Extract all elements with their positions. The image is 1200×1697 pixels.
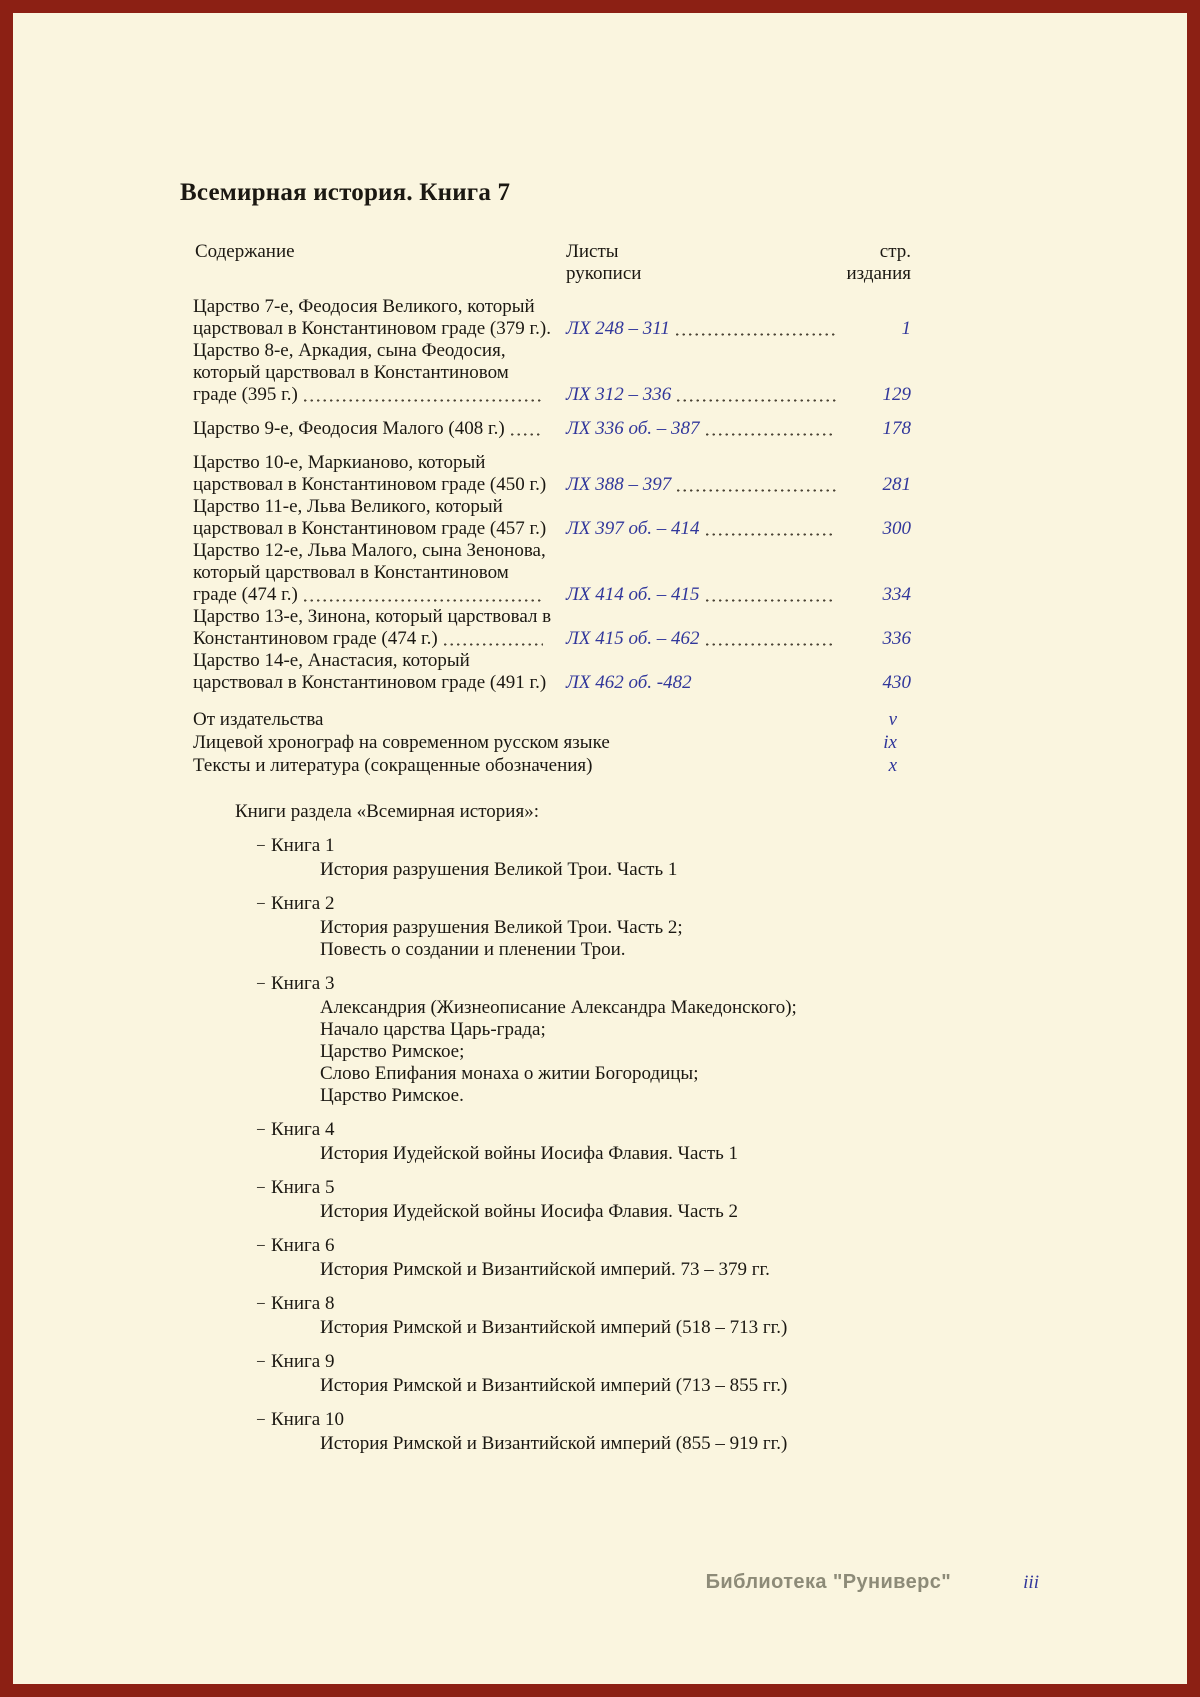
book-description-line: История Римской и Византийской империй (713 – 855 гг.) bbox=[320, 1375, 788, 1396]
book-description bbox=[320, 1201, 917, 1223]
book-label bbox=[256, 1176, 917, 1199]
book-description-line: Царство Римское. bbox=[320, 1085, 464, 1106]
books-section bbox=[180, 801, 917, 1455]
toc-entry-title-line bbox=[193, 628, 546, 650]
toc-header-contents: Содержание bbox=[195, 241, 295, 262]
toc-entry-sheets bbox=[546, 318, 839, 340]
toc-entry bbox=[180, 496, 917, 540]
book-description bbox=[320, 1317, 917, 1339]
toc-entry-page bbox=[839, 518, 917, 540]
book-description-line: История Иудейской войны Иосифа Флавия. Часть 1 bbox=[320, 1143, 739, 1164]
toc-entry-page bbox=[839, 672, 917, 694]
book-description-line: Начало царства Царь-града; bbox=[320, 1019, 546, 1040]
toc-entry-title-line bbox=[193, 474, 546, 496]
book-description-line: История разрушения Великой Трои. Часть 2; bbox=[320, 917, 683, 938]
library-watermark: Библиотека "Руниверс" bbox=[705, 1571, 952, 1593]
edition-page-number: 336 bbox=[882, 628, 911, 649]
edition-page-number: 129 bbox=[882, 384, 911, 405]
toc-entry-page bbox=[839, 384, 917, 406]
book-name: Книга 10 bbox=[271, 1409, 344, 1430]
toc-entry-title-line: который царствовал в Константиновом bbox=[193, 362, 509, 383]
front-matter-label: От издательства bbox=[193, 709, 324, 730]
toc-entry bbox=[180, 650, 917, 694]
toc-entry bbox=[180, 418, 917, 440]
book-item bbox=[180, 1118, 917, 1165]
toc-entry-title-text: царствовал в Константиновом граде (450 г.) bbox=[193, 474, 547, 495]
book-description-line: История Римской и Византийской империй (518 – 713 гг.) bbox=[320, 1317, 788, 1338]
toc-entry-title-text: царствовал в Константиновом граде (457 г.) bbox=[193, 518, 547, 539]
manuscript-sheets-range: ЛХ 248 – 311 bbox=[566, 318, 670, 339]
toc-entries bbox=[180, 296, 917, 694]
toc-entry-sheets bbox=[546, 474, 839, 496]
book-name: Книга 9 bbox=[271, 1351, 335, 1372]
toc-entry-title-text: царствовал в Константиновом граде (491 г.) bbox=[193, 672, 547, 693]
book-label bbox=[256, 1292, 917, 1315]
toc-entry-title-line: Царство 14-е, Анастасия, который bbox=[193, 650, 470, 671]
dash-bullet: − bbox=[256, 894, 266, 913]
toc-entry-title-line bbox=[193, 418, 546, 440]
toc-entry-title bbox=[180, 296, 551, 340]
folio-number: iii bbox=[1023, 1572, 1039, 1593]
book-name: Книга 3 bbox=[271, 973, 335, 994]
toc-entry-title-line bbox=[193, 584, 546, 606]
manuscript-sheets-range: ЛХ 397 об. – 414 bbox=[566, 518, 700, 539]
manuscript-sheets-range: ЛХ 414 об. – 415 bbox=[566, 584, 700, 605]
toc-entry-title-line: Царство 13-е, Зинона, который царствовал в bbox=[193, 606, 552, 627]
front-matter-page bbox=[839, 754, 917, 777]
book-item bbox=[180, 972, 917, 1107]
book-description-line: История Иудейской войны Иосифа Флавия. Часть 2 bbox=[320, 1201, 739, 1222]
toc-entry bbox=[180, 540, 917, 606]
toc-header-sheets-line2: рукописи bbox=[566, 263, 642, 284]
manuscript-sheets-range: ЛХ 312 – 336 bbox=[566, 384, 672, 405]
toc-entry-title bbox=[180, 496, 546, 540]
book-description bbox=[320, 1259, 917, 1281]
page-footer bbox=[706, 1571, 1039, 1594]
toc-entry-title-text: граде (474 г.) bbox=[193, 584, 298, 605]
book-item bbox=[180, 1350, 917, 1397]
manuscript-sheets-range: ЛХ 336 об. – 387 bbox=[566, 418, 700, 439]
toc-entry-page bbox=[839, 474, 917, 496]
book-item bbox=[180, 892, 917, 961]
dash-bullet: − bbox=[256, 1178, 266, 1197]
dot-leader bbox=[304, 399, 543, 402]
toc-header bbox=[180, 241, 917, 285]
book-name: Книга 4 bbox=[271, 1119, 335, 1140]
toc-entry-title-line: Царство 10-е, Маркианово, который bbox=[193, 452, 486, 473]
toc-entry-title bbox=[180, 452, 546, 496]
toc-entry-title bbox=[180, 540, 546, 606]
dot-leader bbox=[706, 643, 836, 646]
page-title: Всемирная история. Книга 7 bbox=[180, 179, 511, 206]
dash-bullet: − bbox=[256, 1120, 266, 1139]
toc-entry-page bbox=[839, 628, 917, 650]
book-description-line: История Римской и Византийской империй (855 – 919 гг.) bbox=[320, 1433, 788, 1454]
front-matter-row bbox=[180, 708, 917, 731]
toc-entry-title bbox=[180, 650, 546, 694]
books-list bbox=[180, 834, 917, 1455]
book-description-line: Повесть о создании и пленении Трои. bbox=[320, 939, 626, 960]
toc-entry-sheets bbox=[546, 384, 839, 406]
book-label bbox=[256, 1350, 917, 1373]
toc-entry-title-line bbox=[193, 384, 546, 406]
book-name: Книга 6 bbox=[271, 1235, 335, 1256]
toc-entry-title-line bbox=[193, 318, 551, 340]
toc-entry-sheets bbox=[546, 672, 839, 694]
book-item bbox=[180, 1234, 917, 1281]
edition-page-number: 1 bbox=[901, 318, 911, 339]
toc-header-page-line1: стр. bbox=[879, 241, 911, 262]
toc-entry-sheets bbox=[546, 418, 839, 440]
manuscript-sheets-range: ЛХ 388 – 397 bbox=[566, 474, 672, 495]
toc-header-page bbox=[839, 241, 917, 285]
front-matter-page bbox=[839, 708, 917, 731]
dot-leader bbox=[706, 533, 836, 536]
book-label bbox=[256, 1118, 917, 1141]
dot-leader bbox=[444, 643, 543, 646]
toc-entry-title-text: царствовал в Константиновом граде (379 г.). bbox=[193, 318, 551, 339]
toc-entry bbox=[180, 296, 917, 340]
front-matter-label: Тексты и литература (сокращенные обозначения) bbox=[193, 755, 593, 776]
book-description bbox=[320, 859, 917, 881]
toc-entry-title-text: Константиновом граде (474 г.) bbox=[193, 628, 438, 649]
toc-entry-page bbox=[839, 418, 917, 440]
book-description-line: Царство Римское; bbox=[320, 1041, 465, 1062]
edition-page-number: x bbox=[888, 755, 897, 776]
toc-entry bbox=[180, 606, 917, 650]
toc-entry-title-text: граде (395 г.) bbox=[193, 384, 298, 405]
dot-leader bbox=[677, 399, 836, 402]
book-name: Книга 5 bbox=[271, 1177, 335, 1198]
edition-page-number: 178 bbox=[882, 418, 911, 439]
book-label bbox=[256, 1234, 917, 1257]
dash-bullet: − bbox=[256, 836, 266, 855]
toc-entry-title-line: который царствовал в Константиновом bbox=[193, 562, 509, 583]
edition-page-number: 334 bbox=[882, 584, 911, 605]
book-item bbox=[180, 1292, 917, 1339]
book-description-line: История Римской и Византийской империй. 73 – 379 гг. bbox=[320, 1259, 770, 1280]
toc-entry-title-line: Царство 7-е, Феодосия Великого, который bbox=[193, 296, 535, 317]
front-matter-row bbox=[180, 731, 917, 754]
books-heading: Книги раздела «Всемирная история»: bbox=[235, 801, 539, 822]
book-label bbox=[256, 1408, 917, 1431]
book-item bbox=[180, 834, 917, 881]
dash-bullet: − bbox=[256, 1236, 266, 1255]
toc-entry bbox=[180, 340, 917, 406]
toc-header-page-line2: издания bbox=[846, 263, 911, 284]
front-matter-page bbox=[839, 731, 917, 754]
dot-leader bbox=[706, 599, 836, 602]
dash-bullet: − bbox=[256, 1294, 266, 1313]
toc-entry-sheets bbox=[546, 628, 839, 650]
manuscript-sheets-range: ЛХ 462 об. -482 bbox=[566, 672, 692, 693]
toc-entry bbox=[180, 452, 917, 496]
book-item bbox=[180, 1408, 917, 1455]
toc-entry-title bbox=[180, 606, 552, 650]
edition-page-number: 281 bbox=[882, 474, 911, 495]
book-item bbox=[180, 1176, 917, 1223]
toc-entry-title-line: Царство 11-е, Льва Великого, который bbox=[193, 496, 503, 517]
book-label bbox=[256, 972, 917, 995]
toc-entry-title-line bbox=[193, 518, 546, 540]
front-matter-label: Лицевой хронограф на современном русском языке bbox=[193, 732, 610, 753]
dash-bullet: − bbox=[256, 1410, 266, 1429]
toc-entry-title-line bbox=[193, 672, 546, 694]
toc-entry-title-line: Царство 8-е, Аркадия, сына Феодосия, bbox=[193, 340, 506, 361]
manuscript-sheets-range: ЛХ 415 об. – 462 bbox=[566, 628, 700, 649]
toc-entry-title bbox=[180, 340, 546, 406]
toc-entry-sheets bbox=[546, 584, 839, 606]
toc-entry-page bbox=[839, 584, 917, 606]
toc-header-sheets bbox=[546, 241, 839, 285]
book-name: Книга 8 bbox=[271, 1293, 335, 1314]
front-matter bbox=[180, 708, 917, 777]
dash-bullet: − bbox=[256, 974, 266, 993]
edition-page-number: v bbox=[888, 709, 897, 730]
toc-entry-title bbox=[180, 418, 546, 440]
book-description-line: Слово Епифания монаха о житии Богородицы; bbox=[320, 1063, 699, 1084]
dot-leader bbox=[677, 489, 836, 492]
book-label bbox=[256, 892, 917, 915]
book-description bbox=[320, 997, 917, 1107]
book-name: Книга 1 bbox=[271, 835, 335, 856]
front-matter-row bbox=[180, 754, 917, 777]
toc-header-sheets-line1: Листы bbox=[566, 241, 619, 262]
edition-page-number: ix bbox=[883, 732, 897, 753]
dot-leader bbox=[304, 599, 543, 602]
toc-entry-page bbox=[839, 318, 917, 340]
toc-entry-title-line: Царство 12-е, Льва Малого, сына Зенонова, bbox=[193, 540, 546, 561]
toc-entry-title-text: Царство 9-е, Феодосия Малого (408 г.) bbox=[193, 418, 505, 439]
edition-page-number: 300 bbox=[882, 518, 911, 539]
dash-bullet: − bbox=[256, 1352, 266, 1371]
book-description-line: История разрушения Великой Трои. Часть 1 bbox=[320, 859, 678, 880]
book-description-line: Александрия (Жизнеописание Александра Македонского); bbox=[320, 997, 797, 1018]
toc-content bbox=[180, 178, 917, 1455]
dot-leader bbox=[676, 333, 836, 336]
book-description bbox=[320, 1143, 917, 1165]
book-name: Книга 2 bbox=[271, 893, 335, 914]
edition-page-number: 430 bbox=[882, 672, 911, 693]
toc-entry-sheets bbox=[546, 518, 839, 540]
dot-leader bbox=[706, 433, 836, 436]
dot-leader bbox=[511, 433, 543, 436]
book-description bbox=[320, 1375, 917, 1397]
book-label bbox=[256, 834, 917, 857]
book-description bbox=[320, 917, 917, 961]
book-description bbox=[320, 1433, 917, 1455]
